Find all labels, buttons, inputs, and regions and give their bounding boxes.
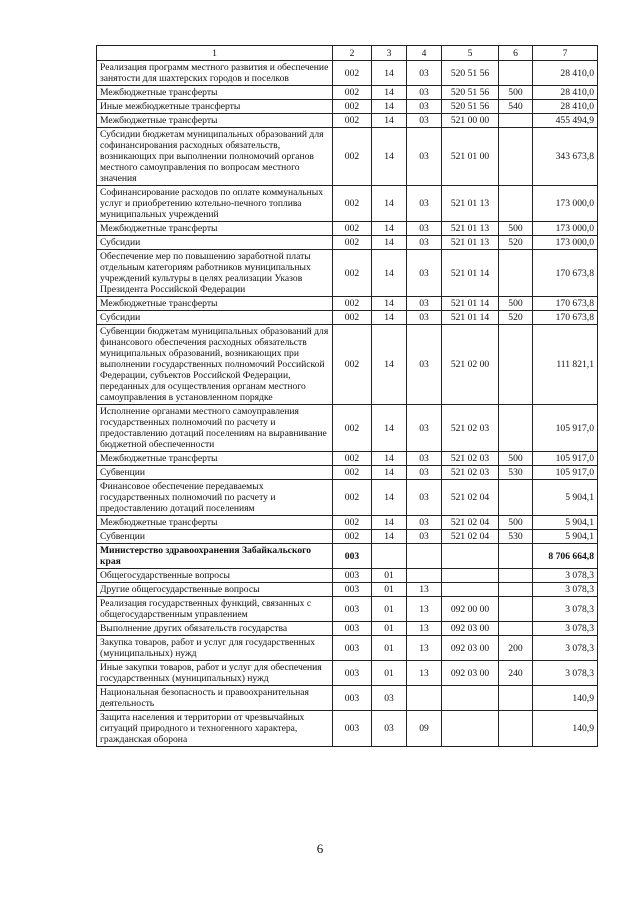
expense-type-code: 520 — [499, 236, 533, 250]
subsection-code: 03 — [407, 516, 442, 530]
target-article-code: 521 01 14 — [442, 250, 499, 297]
expense-type-code — [499, 711, 533, 747]
subsection-code: 03 — [407, 86, 442, 100]
subsection-code: 13 — [407, 661, 442, 686]
row-name: Межбюджетные трансферты — [97, 86, 333, 100]
table-row — [97, 597, 598, 622]
expense-type-code — [499, 622, 533, 636]
section-code: 01 — [372, 583, 407, 597]
target-article-code: 520 51 56 — [442, 86, 499, 100]
section-code: 14 — [372, 516, 407, 530]
target-article-code — [442, 569, 499, 583]
expense-type-code — [499, 325, 533, 405]
row-name: Субвенции бюджетам муниципальных образований для финансового обеспечения расходных обязательств муниципальных образований, возникающих при выполнении государственных полномочий Российской Федерации, субъектов Российской Федерации, переданных для осуществления органам местного самоуправления в установленном порядке — [97, 325, 333, 405]
expense-type-code — [499, 128, 533, 186]
amount-value: 140,9 — [533, 711, 598, 747]
expense-type-code — [499, 686, 533, 711]
target-article-code: 092 03 00 — [442, 661, 499, 686]
expense-type-code — [499, 597, 533, 622]
ministry-code: 002 — [333, 466, 372, 480]
ministry-code: 002 — [333, 297, 372, 311]
section-code: 14 — [372, 480, 407, 516]
table-row — [97, 128, 598, 186]
target-article-code: 521 00 00 — [442, 114, 499, 128]
table-row — [97, 622, 598, 636]
table-row — [97, 516, 598, 530]
ministry-code: 003 — [333, 686, 372, 711]
ministry-code: 003 — [333, 597, 372, 622]
target-article-code — [442, 711, 499, 747]
table-row — [97, 452, 598, 466]
amount-value: 173 000,0 — [533, 186, 598, 222]
ministry-code: 002 — [333, 480, 372, 516]
subsection-code: 03 — [407, 480, 442, 516]
ministry-code: 003 — [333, 636, 372, 661]
ministry-code: 002 — [333, 114, 372, 128]
amount-value: 140,9 — [533, 686, 598, 711]
ministry-code: 002 — [333, 61, 372, 86]
section-code: 01 — [372, 622, 407, 636]
subsection-code — [407, 686, 442, 711]
amount-value: 343 673,8 — [533, 128, 598, 186]
table-row — [97, 236, 598, 250]
column-number: 6 — [499, 46, 533, 61]
section-code: 03 — [372, 686, 407, 711]
amount-value: 5 904,1 — [533, 516, 598, 530]
section-code: 14 — [372, 250, 407, 297]
section-code: 14 — [372, 61, 407, 86]
row-name: Финансовое обеспечение передаваемых государственных полномочий по расчету и предоставлению дотаций поселениям — [97, 480, 333, 516]
table-row — [97, 222, 598, 236]
section-code: 14 — [372, 325, 407, 405]
section-code: 14 — [372, 530, 407, 544]
expense-type-code: 240 — [499, 661, 533, 686]
column-number: 1 — [97, 46, 333, 61]
row-name: Иные закупки товаров, работ и услуг для обеспечения государственных (муниципальных) нужд — [97, 661, 333, 686]
section-code: 01 — [372, 661, 407, 686]
ministry-code: 002 — [333, 311, 372, 325]
page-number: 6 — [316, 841, 324, 856]
target-article-code: 521 02 04 — [442, 480, 499, 516]
amount-value: 170 673,8 — [533, 250, 598, 297]
table-row — [97, 114, 598, 128]
target-article-code: 092 00 00 — [442, 597, 499, 622]
expense-type-code — [499, 250, 533, 297]
row-name: Министерство здравоохранения Забайкальского края — [97, 544, 333, 569]
amount-value: 170 673,8 — [533, 311, 598, 325]
ministry-code: 002 — [333, 325, 372, 405]
expense-type-code — [499, 61, 533, 86]
ministry-code: 002 — [333, 100, 372, 114]
expense-type-code — [499, 569, 533, 583]
subsection-code: 03 — [407, 100, 442, 114]
expense-type-code — [499, 480, 533, 516]
ministry-code: 003 — [333, 622, 372, 636]
target-article-code: 521 01 14 — [442, 297, 499, 311]
expense-type-code — [499, 544, 533, 569]
table-row — [97, 569, 598, 583]
row-name: Субвенции — [97, 466, 333, 480]
target-article-code: 520 51 56 — [442, 61, 499, 86]
subsection-code: 13 — [407, 622, 442, 636]
subsection-code: 03 — [407, 186, 442, 222]
expense-type-code: 500 — [499, 516, 533, 530]
subsection-code — [407, 544, 442, 569]
target-article-code: 521 02 03 — [442, 405, 499, 452]
table-row — [97, 711, 598, 747]
target-article-code: 521 02 00 — [442, 325, 499, 405]
subsection-code: 03 — [407, 311, 442, 325]
table-row — [97, 661, 598, 686]
target-article-code — [442, 583, 499, 597]
table-row — [97, 311, 598, 325]
table-row — [97, 480, 598, 516]
subsection-code: 03 — [407, 325, 442, 405]
expense-type-code: 530 — [499, 466, 533, 480]
section-code: 14 — [372, 452, 407, 466]
row-name: Общегосударственные вопросы — [97, 569, 333, 583]
amount-value: 28 410,0 — [533, 100, 598, 114]
subsection-code: 09 — [407, 711, 442, 747]
amount-value: 105 917,0 — [533, 466, 598, 480]
expense-type-code — [499, 114, 533, 128]
ministry-code: 003 — [333, 544, 372, 569]
row-name: Софинансирование расходов по оплате коммунальных услуг и приобретению котельно-печного топлива муниципальных учреждений — [97, 186, 333, 222]
amount-value: 105 917,0 — [533, 452, 598, 466]
subsection-code: 03 — [407, 236, 442, 250]
row-name: Межбюджетные трансферты — [97, 114, 333, 128]
amount-value: 28 410,0 — [533, 86, 598, 100]
ministry-code: 002 — [333, 250, 372, 297]
ministry-code: 002 — [333, 236, 372, 250]
expense-type-code: 520 — [499, 311, 533, 325]
amount-value: 3 078,3 — [533, 622, 598, 636]
ministry-code: 002 — [333, 186, 372, 222]
column-number: 7 — [533, 46, 598, 61]
amount-value: 170 673,8 — [533, 297, 598, 311]
row-name: Реализация государственных функций, связанных с общегосударственным управлением — [97, 597, 333, 622]
subsection-code: 13 — [407, 597, 442, 622]
row-name: Выполнение других обязательств государства — [97, 622, 333, 636]
expense-type-code: 530 — [499, 530, 533, 544]
row-name: Другие общегосударственные вопросы — [97, 583, 333, 597]
section-code: 14 — [372, 466, 407, 480]
ministry-code: 003 — [333, 711, 372, 747]
ministry-code: 003 — [333, 583, 372, 597]
amount-value: 8 706 664,8 — [533, 544, 598, 569]
row-name: Защита населения и территории от чрезвычайных ситуаций природного и техногенного характера, гражданская оборона — [97, 711, 333, 747]
table-row — [97, 530, 598, 544]
row-name: Субсидии — [97, 311, 333, 325]
table-row — [97, 325, 598, 405]
table-row — [97, 583, 598, 597]
subsection-code: 03 — [407, 297, 442, 311]
target-article-code: 521 02 03 — [442, 452, 499, 466]
amount-value: 3 078,3 — [533, 597, 598, 622]
row-name: Межбюджетные трансферты — [97, 452, 333, 466]
amount-value: 105 917,0 — [533, 405, 598, 452]
table-body — [97, 61, 598, 747]
column-number: 4 — [407, 46, 442, 61]
amount-value: 3 078,3 — [533, 661, 598, 686]
section-code: 01 — [372, 636, 407, 661]
section-code: 14 — [372, 128, 407, 186]
amount-value: 3 078,3 — [533, 569, 598, 583]
expense-type-code — [499, 583, 533, 597]
table-row — [97, 100, 598, 114]
section-code — [372, 544, 407, 569]
section-code: 03 — [372, 711, 407, 747]
ministry-code: 002 — [333, 452, 372, 466]
target-article-code: 521 02 03 — [442, 466, 499, 480]
target-article-code: 521 01 00 — [442, 128, 499, 186]
expense-type-code: 200 — [499, 636, 533, 661]
subsection-code: 03 — [407, 466, 442, 480]
table-row — [97, 86, 598, 100]
subsection-code: 13 — [407, 583, 442, 597]
subsection-code: 03 — [407, 61, 442, 86]
row-name: Субсидии бюджетам муниципальных образований для софинансирования расходных обязательств, возникающих при выполнении полномочий органов местного самоуправления по вопросам местного значения — [97, 128, 333, 186]
amount-value: 5 904,1 — [533, 480, 598, 516]
target-article-code: 521 01 13 — [442, 222, 499, 236]
row-name: Национальная безопасность и правоохранительная деятельность — [97, 686, 333, 711]
section-code: 14 — [372, 405, 407, 452]
section-code: 14 — [372, 100, 407, 114]
target-article-code: 521 02 04 — [442, 516, 499, 530]
expense-type-code: 500 — [499, 222, 533, 236]
table-row — [97, 250, 598, 297]
section-code: 01 — [372, 597, 407, 622]
row-name: Субсидии — [97, 236, 333, 250]
subsection-code — [407, 569, 442, 583]
subsection-code: 03 — [407, 128, 442, 186]
table-row — [97, 466, 598, 480]
expense-type-code — [499, 186, 533, 222]
target-article-code: 092 03 00 — [442, 636, 499, 661]
expense-type-code: 500 — [499, 297, 533, 311]
row-name: Межбюджетные трансферты — [97, 222, 333, 236]
amount-value: 3 078,3 — [533, 583, 598, 597]
section-code: 14 — [372, 114, 407, 128]
target-article-code — [442, 686, 499, 711]
expense-type-code: 540 — [499, 100, 533, 114]
subsection-code: 03 — [407, 452, 442, 466]
amount-value: 111 821,1 — [533, 325, 598, 405]
ministry-code: 002 — [333, 222, 372, 236]
target-article-code: 521 02 04 — [442, 530, 499, 544]
target-article-code: 521 01 14 — [442, 311, 499, 325]
ministry-code: 002 — [333, 86, 372, 100]
subsection-code: 03 — [407, 250, 442, 297]
table-row — [97, 61, 598, 86]
section-code: 01 — [372, 569, 407, 583]
ministry-code: 003 — [333, 661, 372, 686]
row-name: Межбюджетные трансферты — [97, 297, 333, 311]
ministry-code: 002 — [333, 405, 372, 452]
table-row — [97, 297, 598, 311]
table-row — [97, 686, 598, 711]
target-article-code: 521 01 13 — [442, 186, 499, 222]
budget-table — [96, 45, 598, 747]
table-row — [97, 186, 598, 222]
amount-value: 28 410,0 — [533, 61, 598, 86]
subsection-code: 03 — [407, 222, 442, 236]
table-row — [97, 405, 598, 452]
subsection-code: 03 — [407, 114, 442, 128]
row-name: Реализация программ местного развития и обеспечение занятости для шахтерских городов и поселков — [97, 61, 333, 86]
column-number: 2 — [333, 46, 372, 61]
subsection-code: 13 — [407, 636, 442, 661]
amount-value: 173 000,0 — [533, 222, 598, 236]
section-code: 14 — [372, 186, 407, 222]
expense-type-code: 500 — [499, 86, 533, 100]
ministry-code: 003 — [333, 569, 372, 583]
row-name: Иные межбюджетные трансферты — [97, 100, 333, 114]
expense-type-code: 500 — [499, 452, 533, 466]
section-code: 14 — [372, 86, 407, 100]
section-code: 14 — [372, 297, 407, 311]
row-name: Обеспечение мер по повышению заработной платы отдельным категориям работников муниципальных учреждений культуры в целях реализации Указов Президента Российской Федерации — [97, 250, 333, 297]
column-number: 3 — [372, 46, 407, 61]
ministry-code: 002 — [333, 128, 372, 186]
target-article-code: 092 03 00 — [442, 622, 499, 636]
subsection-code: 03 — [407, 405, 442, 452]
section-code: 14 — [372, 236, 407, 250]
row-name: Субвенции — [97, 530, 333, 544]
subsection-code: 03 — [407, 530, 442, 544]
target-article-code: 520 51 56 — [442, 100, 499, 114]
row-name: Исполнение органами местного самоуправления государственных полномочий по расчету и предоставлению дотаций поселениям на выравнивание бюджетной обеспеченности — [97, 405, 333, 452]
row-name: Межбюджетные трансферты — [97, 516, 333, 530]
section-code: 14 — [372, 311, 407, 325]
target-article-code — [442, 544, 499, 569]
amount-value: 3 078,3 — [533, 636, 598, 661]
amount-value: 5 904,1 — [533, 530, 598, 544]
row-name: Закупка товаров, работ и услуг для государственных (муниципальных) нужд — [97, 636, 333, 661]
expense-type-code — [499, 405, 533, 452]
column-number: 5 — [442, 46, 499, 61]
table-row — [97, 544, 598, 569]
amount-value: 455 494,9 — [533, 114, 598, 128]
table-row — [97, 636, 598, 661]
amount-value: 173 000,0 — [533, 236, 598, 250]
column-number-row — [97, 46, 598, 61]
ministry-code: 002 — [333, 516, 372, 530]
ministry-code: 002 — [333, 530, 372, 544]
target-article-code: 521 01 13 — [442, 236, 499, 250]
section-code: 14 — [372, 222, 407, 236]
